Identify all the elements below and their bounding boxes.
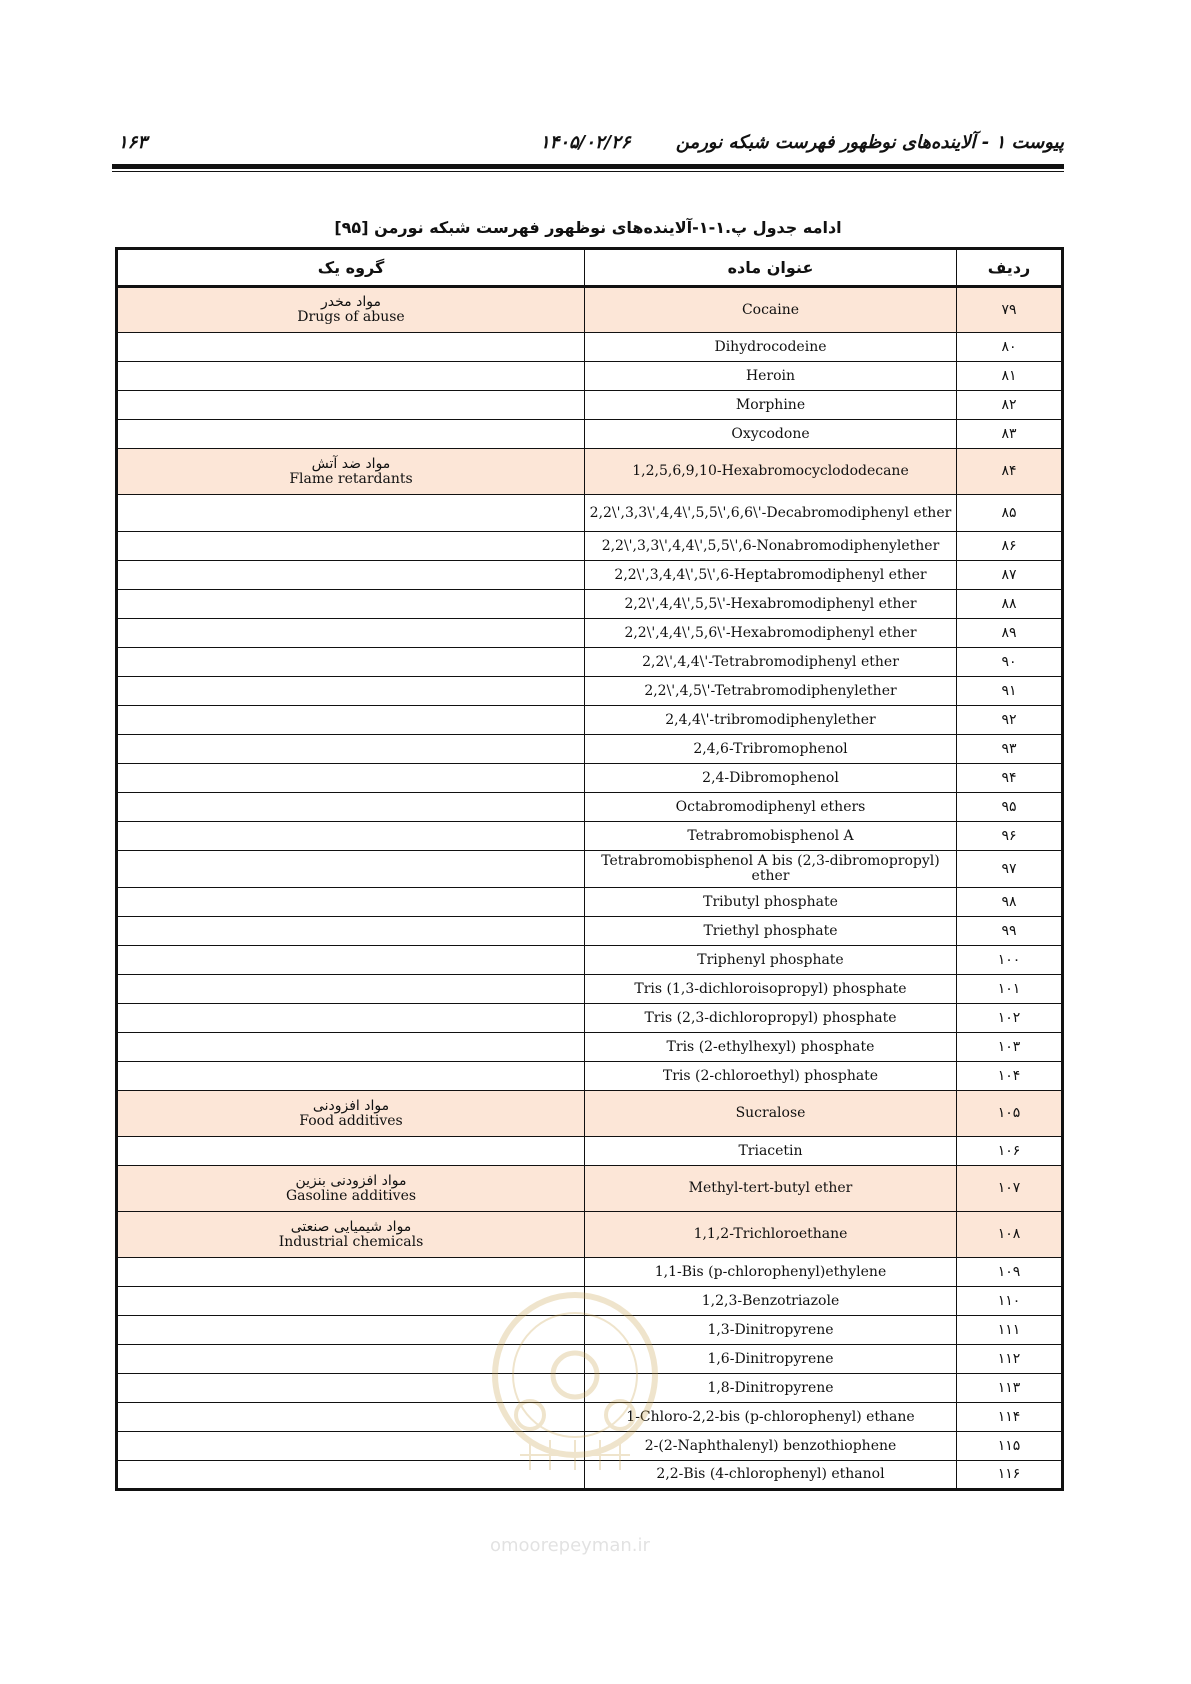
row-number: ۱۰۰: [957, 946, 1063, 975]
substance-name: 1,6-Dinitropyrene: [585, 1345, 957, 1374]
table-body: [117, 287, 1063, 1490]
row-number: ۱۱۱: [957, 1316, 1063, 1345]
row-number: ۱۰۸: [957, 1212, 1063, 1258]
substance-name: Triphenyl phosphate: [585, 946, 957, 975]
group-cell: [117, 946, 585, 975]
row-number: ۹۸: [957, 888, 1063, 917]
table-row: [117, 420, 1063, 449]
row-number: ۱۰۲: [957, 1004, 1063, 1033]
row-number: ۸۳: [957, 420, 1063, 449]
substance-name: Morphine: [585, 391, 957, 420]
table-row: [117, 1316, 1063, 1345]
page-header: [112, 128, 1064, 160]
table-row: [117, 946, 1063, 975]
table-row: [117, 822, 1063, 851]
table-row: [117, 1345, 1063, 1374]
group-cell: [117, 917, 585, 946]
header-rule-thick: [112, 164, 1064, 169]
group-cell: [117, 735, 585, 764]
substance-name: 2,2\',3,3\',4,4\',5,5\',6,6\'-Decabromodiphenyl ether: [585, 495, 957, 532]
group-cell: [117, 1403, 585, 1432]
table-row: [117, 1091, 1063, 1137]
table-row: [117, 1033, 1063, 1062]
table-row: [117, 1403, 1063, 1432]
group-cell: [117, 287, 585, 333]
header-group: گروه یک: [117, 249, 585, 287]
table-row: [117, 619, 1063, 648]
table-caption: ادامه جدول پ.۱-۱-آلاینده‌های نوظهور فهرست شبکه نورمن [۹۵]: [334, 218, 842, 237]
group-cell: [117, 851, 585, 888]
table-row: [117, 677, 1063, 706]
group-cell: [117, 1062, 585, 1091]
group-cell: [117, 1091, 585, 1137]
group-name-fa: مواد ضد آتش: [311, 455, 391, 472]
row-number: ۹۱: [957, 677, 1063, 706]
group-cell: [117, 420, 585, 449]
substance-name: Triethyl phosphate: [585, 917, 957, 946]
group-name-en: Food additives: [299, 1112, 403, 1129]
group-cell: [117, 333, 585, 362]
header-num: ردیف: [957, 249, 1063, 287]
header-title: پیوست ۱ - آلاینده‌های نوظهور فهرست شبکه نورمن: [675, 132, 1064, 153]
row-number: ۸۹: [957, 619, 1063, 648]
group-name-fa: مواد شیمیایی صنعتی: [290, 1218, 412, 1235]
table-row: [117, 975, 1063, 1004]
table-row: [117, 1374, 1063, 1403]
group-cell: [117, 1345, 585, 1374]
substance-name: 2,4,4\'-tribromodiphenylether: [585, 706, 957, 735]
table-row: [117, 1137, 1063, 1166]
row-number: ۹۷: [957, 851, 1063, 888]
group-name-en: Flame retardants: [289, 470, 413, 487]
table-row: [117, 532, 1063, 561]
table-row: [117, 1166, 1063, 1212]
table-row: [117, 764, 1063, 793]
table-row: [117, 1062, 1063, 1091]
substance-name: 2,4,6-Tribromophenol: [585, 735, 957, 764]
group-name-en: Industrial chemicals: [278, 1233, 424, 1250]
group-cell: [117, 619, 585, 648]
substance-name: 1,2,5,6,9,10-Hexabromocyclododecane: [585, 449, 957, 495]
group-cell: [117, 1461, 585, 1490]
row-number: ۷۹: [957, 287, 1063, 333]
group-cell: [117, 532, 585, 561]
substance-name: Cocaine: [585, 287, 957, 333]
table-row: [117, 648, 1063, 677]
row-number: ۸۵: [957, 495, 1063, 532]
group-name-fa: مواد افزودنی بنزین: [295, 1172, 407, 1189]
group-cell: [117, 706, 585, 735]
pollutants-table: [115, 247, 1064, 1491]
group-cell: [117, 362, 585, 391]
group-cell: [117, 1374, 585, 1403]
table-row: [117, 1258, 1063, 1287]
group-name-en: Drugs of abuse: [297, 309, 405, 325]
substance-name: 2,2\',4,5\'-Tetrabromodiphenylether: [585, 677, 957, 706]
row-number: ۹۳: [957, 735, 1063, 764]
group-cell: [117, 391, 585, 420]
page-number: ۱۶۳: [118, 132, 148, 153]
table-row: [117, 1212, 1063, 1258]
table-row: [117, 287, 1063, 333]
header-date: ۱۴۰۵/۰۲/۲۶: [540, 132, 631, 153]
header-rule-thin: [112, 171, 1064, 172]
table-row: [117, 735, 1063, 764]
table-row: [117, 449, 1063, 495]
table-row: [117, 590, 1063, 619]
substance-name: 1,2,3-Benzotriazole: [585, 1287, 957, 1316]
group-cell: [117, 888, 585, 917]
substance-name: Oxycodone: [585, 420, 957, 449]
row-number: ۱۱۲: [957, 1345, 1063, 1374]
table-row: [117, 1461, 1063, 1490]
row-number: ۱۱۵: [957, 1432, 1063, 1461]
table-row: [117, 793, 1063, 822]
group-cell: [117, 1033, 585, 1062]
row-number: ۹۵: [957, 793, 1063, 822]
row-number: ۸۱: [957, 362, 1063, 391]
group-cell: [117, 975, 585, 1004]
group-cell: [117, 1287, 585, 1316]
row-number: ۱۰۳: [957, 1033, 1063, 1062]
substance-name: 2,2-Bis (4-chlorophenyl) ethanol: [585, 1461, 957, 1490]
substance-name: Tris (2-ethylhexyl) phosphate: [585, 1033, 957, 1062]
row-number: ۸۲: [957, 391, 1063, 420]
group-cell: [117, 495, 585, 532]
row-number: ۱۱۶: [957, 1461, 1063, 1490]
substance-name: Tris (1,3-dichloroisopropyl) phosphate: [585, 975, 957, 1004]
group-cell: [117, 1316, 585, 1345]
row-number: ۱۰۶: [957, 1137, 1063, 1166]
group-cell: [117, 793, 585, 822]
group-cell: [117, 1137, 585, 1166]
substance-name: Tris (2-chloroethyl) phosphate: [585, 1062, 957, 1091]
row-number: ۱۰۵: [957, 1091, 1063, 1137]
substance-name: 2,4-Dibromophenol: [585, 764, 957, 793]
row-number: ۱۰۹: [957, 1258, 1063, 1287]
table-row: [117, 1004, 1063, 1033]
substance-name: Tetrabromobisphenol A: [585, 822, 957, 851]
watermark-url: omoorepeyman.ir: [490, 1535, 650, 1556]
substance-name: 1,1-Bis (p-chlorophenyl)ethylene: [585, 1258, 957, 1287]
row-number: ۹۴: [957, 764, 1063, 793]
substance-name: Octabromodiphenyl ethers: [585, 793, 957, 822]
substance-name: 1,8-Dinitropyrene: [585, 1374, 957, 1403]
substance-name: Tetrabromobisphenol A bis (2,3-dibromopropyl) ether: [585, 851, 957, 888]
table-row: [117, 362, 1063, 391]
table-header-row: [117, 249, 1063, 287]
group-name-fa: مواد مخدر: [321, 294, 381, 310]
row-number: ۱۱۳: [957, 1374, 1063, 1403]
substance-name: 2,2\',3,4,4\',5\',6-Heptabromodiphenyl ether: [585, 561, 957, 590]
table-row: [117, 391, 1063, 420]
substance-name: Heroin: [585, 362, 957, 391]
row-number: ۸۷: [957, 561, 1063, 590]
substance-name: Triacetin: [585, 1137, 957, 1166]
substance-name: Dihydrocodeine: [585, 333, 957, 362]
group-cell: [117, 1212, 585, 1258]
group-cell: [117, 590, 585, 619]
group-name-fa: مواد افزودنی: [312, 1097, 390, 1114]
table-row: [117, 333, 1063, 362]
substance-name: 1-Chloro-2,2-bis (p-chlorophenyl) ethane: [585, 1403, 957, 1432]
substance-name: Methyl-tert-butyl ether: [585, 1166, 957, 1212]
row-number: ۸۶: [957, 532, 1063, 561]
substance-name: 2,2\',4,4\',5,6\'-Hexabromodiphenyl ether: [585, 619, 957, 648]
table-row: [117, 706, 1063, 735]
row-number: ۱۰۷: [957, 1166, 1063, 1212]
group-name-en: Gasoline additives: [285, 1187, 417, 1204]
substance-name: 1,3-Dinitropyrene: [585, 1316, 957, 1345]
row-number: ۹۰: [957, 648, 1063, 677]
row-number: ۸۴: [957, 449, 1063, 495]
table-row: [117, 561, 1063, 590]
group-cell: [117, 764, 585, 793]
row-number: ۱۰۱: [957, 975, 1063, 1004]
row-number: ۸۸: [957, 590, 1063, 619]
group-cell: [117, 822, 585, 851]
substance-name: Tris (2,3-dichloropropyl) phosphate: [585, 1004, 957, 1033]
row-number: ۹۹: [957, 917, 1063, 946]
group-cell: [117, 449, 585, 495]
substance-name: 1,1,2-Trichloroethane: [585, 1212, 957, 1258]
row-number: ۱۱۰: [957, 1287, 1063, 1316]
row-number: ۱۰۴: [957, 1062, 1063, 1091]
table-row: [117, 851, 1063, 888]
row-number: ۱۱۴: [957, 1403, 1063, 1432]
table-row: [117, 917, 1063, 946]
substance-name: Sucralose: [585, 1091, 957, 1137]
group-cell: [117, 1004, 585, 1033]
group-cell: [117, 648, 585, 677]
group-cell: [117, 561, 585, 590]
group-cell: [117, 1258, 585, 1287]
substance-name: 2-(2-Naphthalenyl) benzothiophene: [585, 1432, 957, 1461]
header-name: عنوان ماده: [585, 249, 957, 287]
substance-name: 2,2\',3,3\',4,4\',5,5\',6-Nonabromodiphenylether: [585, 532, 957, 561]
group-cell: [117, 1432, 585, 1461]
table-row: [117, 888, 1063, 917]
group-cell: [117, 1166, 585, 1212]
table-row: [117, 1432, 1063, 1461]
substance-name: 2,2\',4,4\',5,5\'-Hexabromodiphenyl ether: [585, 590, 957, 619]
group-cell: [117, 677, 585, 706]
row-number: ۹۶: [957, 822, 1063, 851]
substance-name: 2,2\',4,4\'-Tetrabromodiphenyl ether: [585, 648, 957, 677]
substance-name: Tributyl phosphate: [585, 888, 957, 917]
table-row: [117, 495, 1063, 532]
row-number: ۸۰: [957, 333, 1063, 362]
table-row: [117, 1287, 1063, 1316]
row-number: ۹۲: [957, 706, 1063, 735]
